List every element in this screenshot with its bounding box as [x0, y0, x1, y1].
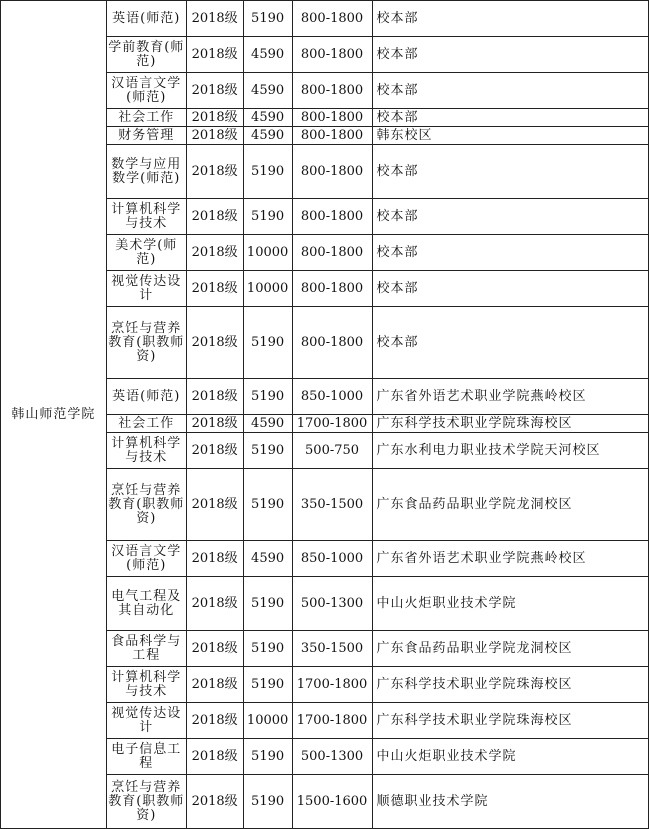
fee-range-cell: 350-1500 — [292, 631, 372, 667]
campus-cell: 广东水利电力职业技术学院天河校区 — [372, 433, 649, 469]
fee-range-cell: 800-1800 — [292, 145, 372, 199]
campus-cell: 中山火炬职业技术学院 — [372, 577, 649, 631]
campus-cell: 广东省外语艺术职业学院燕岭校区 — [372, 379, 649, 415]
fee-cell: 4590 — [243, 415, 292, 433]
fee-range-cell: 1700-1800 — [292, 703, 372, 739]
major-cell: 食品科学与工程 — [106, 631, 186, 667]
grade-cell: 2018级 — [186, 541, 243, 577]
major-cell: 汉语言文学(师范) — [106, 541, 186, 577]
fee-cell: 4590 — [243, 127, 292, 145]
major-cell: 财务管理 — [106, 127, 186, 145]
major-cell: 数学与应用数学(师范) — [106, 145, 186, 199]
fee-range-cell: 800-1800 — [292, 37, 372, 73]
fee-cell: 10000 — [243, 703, 292, 739]
fee-cell: 5190 — [243, 307, 292, 379]
major-cell: 烹饪与营养教育(职教师资) — [106, 775, 186, 829]
grade-cell: 2018级 — [186, 127, 243, 145]
fee-cell: 5190 — [243, 469, 292, 541]
grade-cell: 2018级 — [186, 433, 243, 469]
major-cell: 计算机科学与技术 — [106, 433, 186, 469]
fee-cell: 5190 — [243, 1, 292, 37]
fee-range-cell: 850-1000 — [292, 541, 372, 577]
campus-cell: 韩东校区 — [372, 127, 649, 145]
fee-cell: 5190 — [243, 631, 292, 667]
fee-range-cell: 500-750 — [292, 433, 372, 469]
fee-table-body — [1, 1, 649, 829]
major-cell: 电气工程及其自动化 — [106, 577, 186, 631]
campus-cell: 中山火炬职业技术学院 — [372, 739, 649, 775]
fee-range-cell: 800-1800 — [292, 271, 372, 307]
campus-cell: 广东食品药品职业学院龙洞校区 — [372, 631, 649, 667]
grade-cell: 2018级 — [186, 145, 243, 199]
fee-cell: 4590 — [243, 73, 292, 109]
campus-cell: 校本部 — [372, 109, 649, 127]
major-cell: 社会工作 — [106, 415, 186, 433]
grade-cell: 2018级 — [186, 199, 243, 235]
fee-range-cell: 500-1300 — [292, 577, 372, 631]
grade-cell: 2018级 — [186, 307, 243, 379]
campus-cell: 校本部 — [372, 145, 649, 199]
fee-range-cell: 350-1500 — [292, 469, 372, 541]
grade-cell: 2018级 — [186, 703, 243, 739]
grade-cell: 2018级 — [186, 37, 243, 73]
grade-cell: 2018级 — [186, 577, 243, 631]
major-cell: 烹饪与营养教育(职教师资) — [106, 469, 186, 541]
campus-cell: 校本部 — [372, 235, 649, 271]
campus-cell: 校本部 — [372, 37, 649, 73]
major-cell: 视觉传达设计 — [106, 703, 186, 739]
campus-cell: 校本部 — [372, 271, 649, 307]
major-cell: 计算机科学与技术 — [106, 667, 186, 703]
major-cell: 电子信息工程 — [106, 739, 186, 775]
fee-range-cell: 1700-1800 — [292, 667, 372, 703]
campus-cell: 校本部 — [372, 1, 649, 37]
campus-cell: 广东科学技术职业学院珠海校区 — [372, 415, 649, 433]
grade-cell: 2018级 — [186, 469, 243, 541]
major-cell: 英语(师范) — [106, 1, 186, 37]
grade-cell: 2018级 — [186, 379, 243, 415]
major-cell: 计算机科学与技术 — [106, 199, 186, 235]
fee-range-cell: 1700-1800 — [292, 415, 372, 433]
fee-range-cell: 800-1800 — [292, 127, 372, 145]
grade-cell: 2018级 — [186, 415, 243, 433]
fee-cell: 5190 — [243, 433, 292, 469]
grade-cell: 2018级 — [186, 667, 243, 703]
table-row — [1, 1, 649, 37]
grade-cell: 2018级 — [186, 73, 243, 109]
fee-cell: 5190 — [243, 739, 292, 775]
fee-cell: 10000 — [243, 235, 292, 271]
fee-cell: 5190 — [243, 145, 292, 199]
fee-cell: 5190 — [243, 667, 292, 703]
fee-cell: 5190 — [243, 379, 292, 415]
fee-cell: 4590 — [243, 541, 292, 577]
fee-range-cell: 800-1800 — [292, 1, 372, 37]
fee-cell: 4590 — [243, 37, 292, 73]
fee-range-cell: 850-1000 — [292, 379, 372, 415]
fee-range-cell: 800-1800 — [292, 307, 372, 379]
campus-cell: 校本部 — [372, 307, 649, 379]
major-cell: 烹饪与营养教育(职教师资) — [106, 307, 186, 379]
fee-cell: 4590 — [243, 109, 292, 127]
fee-range-cell: 800-1800 — [292, 235, 372, 271]
fee-cell: 10000 — [243, 271, 292, 307]
grade-cell: 2018级 — [186, 739, 243, 775]
fee-range-cell: 500-1300 — [292, 739, 372, 775]
fee-cell: 5190 — [243, 199, 292, 235]
major-cell: 汉语言文学(师范) — [106, 73, 186, 109]
major-cell: 学前教育(师范) — [106, 37, 186, 73]
grade-cell: 2018级 — [186, 631, 243, 667]
major-cell: 美术学(师范) — [106, 235, 186, 271]
fee-range-cell: 1500-1600 — [292, 775, 372, 829]
major-cell: 视觉传达设计 — [106, 271, 186, 307]
fee-range-cell: 800-1800 — [292, 199, 372, 235]
campus-cell: 校本部 — [372, 73, 649, 109]
grade-cell: 2018级 — [186, 235, 243, 271]
campus-cell: 广东科学技术职业学院珠海校区 — [372, 667, 649, 703]
campus-cell: 广东省外语艺术职业学院燕岭校区 — [372, 541, 649, 577]
grade-cell: 2018级 — [186, 775, 243, 829]
campus-cell: 顺德职业技术学院 — [372, 775, 649, 829]
fee-cell: 5190 — [243, 577, 292, 631]
campus-cell: 校本部 — [372, 199, 649, 235]
major-cell: 社会工作 — [106, 109, 186, 127]
campus-cell: 广东科学技术职业学院珠海校区 — [372, 703, 649, 739]
school-name-cell: 韩山师范学院 — [1, 1, 107, 829]
campus-cell: 广东食品药品职业学院龙洞校区 — [372, 469, 649, 541]
major-cell: 英语(师范) — [106, 379, 186, 415]
fee-range-cell: 800-1800 — [292, 109, 372, 127]
fee-cell: 5190 — [243, 775, 292, 829]
grade-cell: 2018级 — [186, 1, 243, 37]
grade-cell: 2018级 — [186, 109, 243, 127]
grade-cell: 2018级 — [186, 271, 243, 307]
fee-range-cell: 800-1800 — [292, 73, 372, 109]
